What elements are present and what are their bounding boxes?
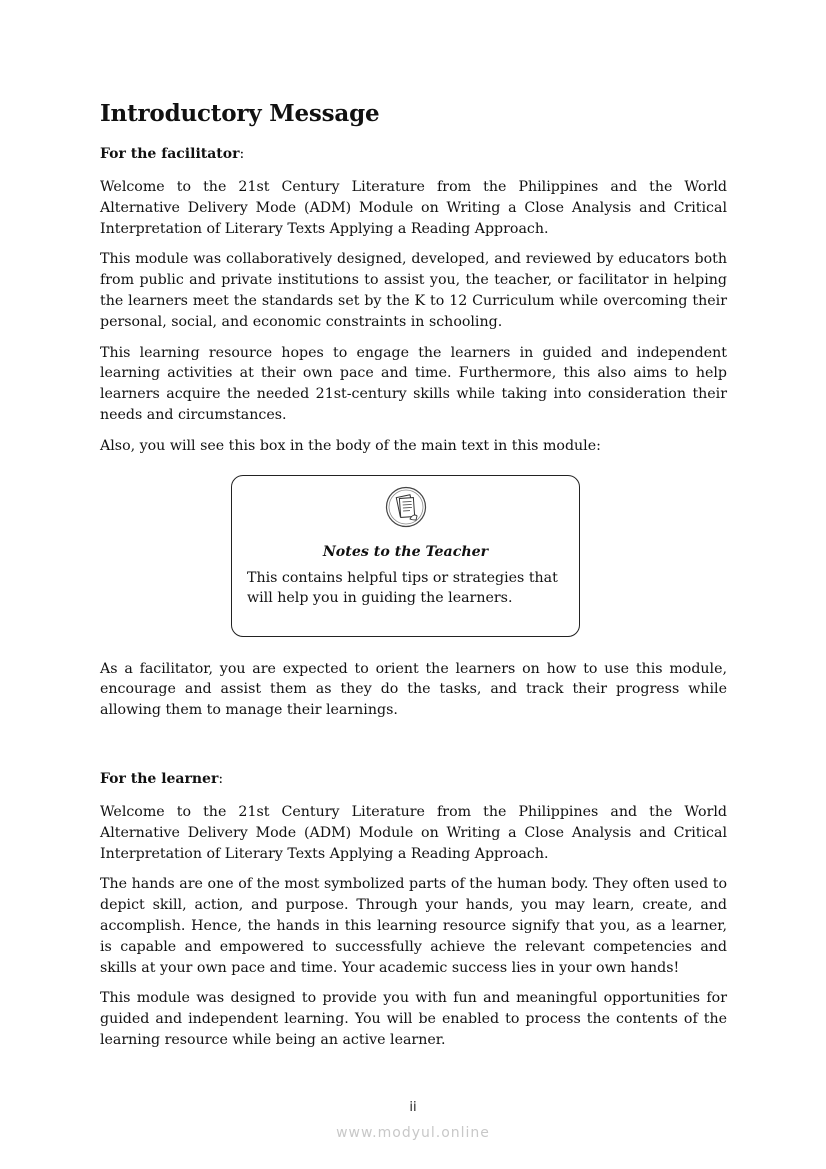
- learner-heading-colon: :: [218, 770, 224, 787]
- page-content: [100, 98, 727, 1061]
- facilitator-heading-text: For the facilitator: [100, 146, 240, 162]
- note-box-title: Notes to the Teacher: [322, 543, 489, 560]
- page-number: ii: [409, 1100, 417, 1115]
- facilitator-heading: [100, 144, 727, 165]
- learner-paragraph: The hands are one of the most symbolized parts of the human body. They often used to depict skill, action, and purpose. Through your hands, you may learn, create, and accomplish. Hence, the hands in this learning resource signify that you, as a learner, is capable and empowered to successfully achieve the relevant competencies and skills at your own pace and time. Your academic success lies in your own hands!: [100, 876, 727, 976]
- learner-paragraph: Welcome to the 21st Century Literature from the Philippines and the World Alternative Delivery Mode (ADM) Module on Writing a Close Analysis and Critical Interpretation of Literary Texts Applying a Reading Approach.: [100, 803, 727, 862]
- notes-to-teacher-box: [231, 475, 580, 637]
- facilitator-paragraph: Welcome to the 21st Century Literature from the Philippines and the World Alternative Delivery Mode (ADM) Module on Writing a Close Analysis and Critical Interpretation of Literary Texts Applying a Reading Approach.: [100, 179, 727, 237]
- facilitator-closing-paragraph: As a facilitator, you are expected to orient the learners on how to use this module, encourage and assist them as they do the tasks, and track their progress while allowing them to manage their learnings.: [100, 660, 727, 719]
- facilitator-paragraph: Also, you will see this box in the body of the main text in this module:: [100, 437, 601, 454]
- learner-heading-text: For the learner: [100, 770, 219, 787]
- learner-heading: [100, 769, 727, 790]
- learner-paragraph: This module was designed to provide you with fun and meaningful opportunities for guided and independent learning. You will be enabled to process the contents of the learning resource while being an active learner.: [100, 990, 727, 1048]
- facilitator-paragraph: This learning resource hopes to engage the learners in guided and independent learning activities at their own pace and time. Furthermore, this also aims to help learners acquire the needed 21st-century skills while taking into consideration their needs and circumstances.: [100, 344, 727, 423]
- page-title: Introductory Message: [100, 100, 380, 127]
- facilitator-heading-colon: :: [239, 146, 245, 162]
- facilitator-paragraph: This module was collaboratively designed, developed, and reviewed by educators both from public and private institutions to assist you, the teacher, or facilitator in helping the learners meet the standards set by the K to 12 Curriculum while overcoming their personal, social, and economic constraints in schooling.: [100, 251, 727, 330]
- note-box-text: This contains helpful tips or strategies that will help you in guiding the learners.: [247, 569, 558, 606]
- watermark: www.modyul.online: [336, 1125, 490, 1141]
- notes-icon: [385, 486, 427, 528]
